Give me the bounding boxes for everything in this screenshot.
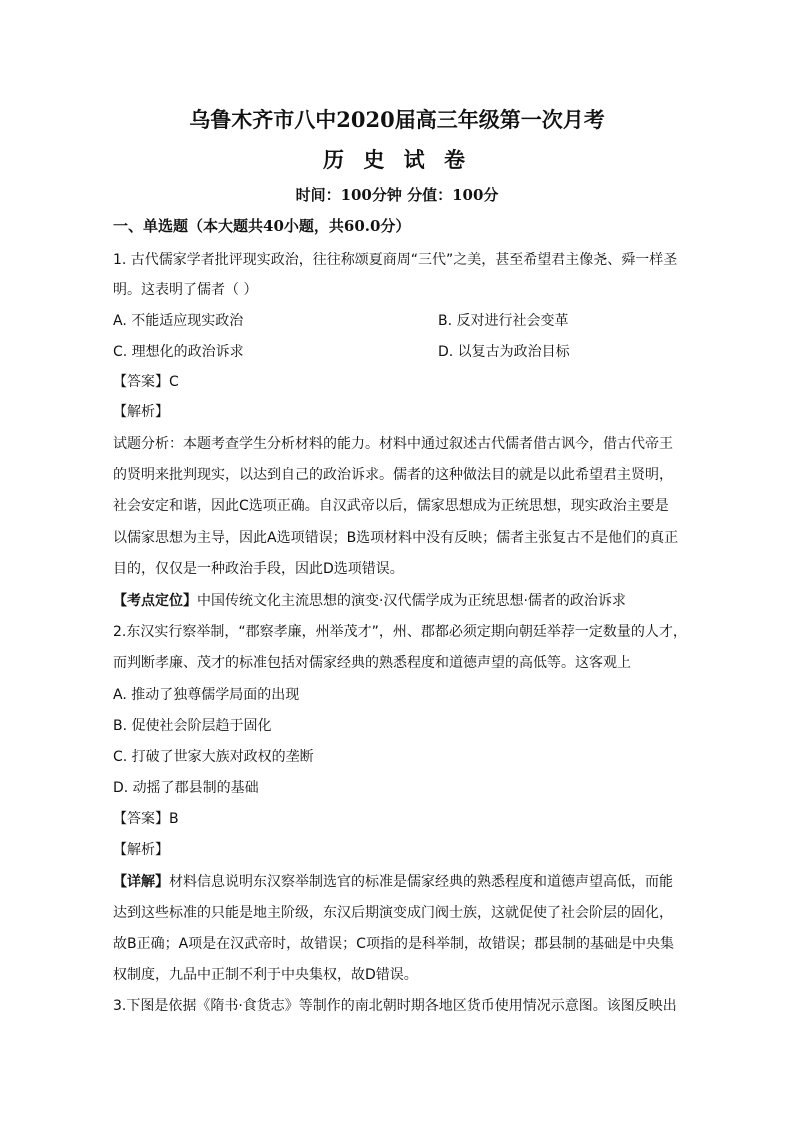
q1-analysis-label: 【解析】 (113, 404, 169, 420)
q2-detail-line3: 故B正确；A项是在汉武帝时，故错误；C项指的是科举制，故错误；郡县制的基础是中央集 (113, 936, 674, 952)
q1-analysis-line3: 社会安定和谐，因此C选项正确。自汉武帝以后，儒家思想成为正统思想，现实政治主要是 (113, 498, 669, 514)
q1-option-c: C. 理想化的政治诉求 (113, 344, 244, 360)
q1-analysis-line5: 目的，仅仅是一种政治手段，因此D选项错误。 (113, 561, 404, 577)
q1-option-b: B. 反对进行社会变革 (438, 313, 569, 329)
q3-stem-line1: 3.下图是依据《隋书·食货志》等制作的南北朝时期各地区货币使用情况示意图。该图反映出 (113, 998, 677, 1014)
q1-answer: 【答案】C (113, 374, 179, 390)
q1-analysis-line1: 试题分析：本题考查学生分析材料的能力。材料中通过叙述古代儒者借古讽今，借古代帝王 (113, 436, 673, 452)
q1-point-label: 【考点定位】 (113, 593, 197, 609)
q1-point-text: 中国传统文化主流思想的演变·汉代儒学成为正统思想·儒者的政治诉求 (197, 593, 626, 609)
q2-detail-text: 材料信息说明东汉察举制选官的标准是儒家经典的熟悉程度和道德声望高低，而能 (169, 874, 673, 890)
q2-answer: 【答案】B (113, 811, 179, 827)
q2-option-a: A. 推动了独尊儒学局面的出现 (113, 687, 300, 703)
q1-option-a: A. 不能适应现实政治 (113, 313, 244, 329)
q2-stem-line1: 2.东汉实行察举制，“郡察孝廉，州举茂才”，州、郡都必须定期向朝廷举荐一定数量的人才， (113, 624, 687, 640)
q2-option-c: C. 打破了世家大族对政权的垄断 (113, 749, 314, 765)
q2-option-b: B. 促使社会阶层趋于固化 (113, 718, 272, 734)
exam-meta: 时间：100分钟 分值：100分 (295, 186, 499, 204)
q1-point (113, 591, 683, 611)
q2-detail-line4: 权制度，九品中正制不利于中央集权，故D错误。 (113, 967, 418, 983)
exam-subject: 历 史 试 卷 (323, 147, 471, 172)
q1-analysis-line4: 以儒家思想为主导，因此A选项错误；B选项材料中没有反映；儒者主张复古不是他们的真正 (113, 530, 679, 546)
q2-detail-line1 (113, 872, 683, 892)
q1-stem-line1: 1. 古代儒家学者批评现实政治，往往称颂夏商周“三代”之美，甚至希望君主像尧、舜一样圣 (113, 252, 678, 268)
q2-stem-line2: 而判断孝廉、茂才的标准包括对儒家经典的熟悉程度和道德声望的高低等。这客观上 (113, 655, 631, 671)
q1-analysis-line2: 的贤明来批判现实，以达到自己的政治诉求。儒者的这种做法目的就是以此希望君主贤明， (113, 467, 673, 483)
q2-analysis-label: 【解析】 (113, 842, 169, 858)
q1-option-d: D. 以复古为政治目标 (438, 344, 570, 360)
q2-detail-line2: 达到这些标准的只能是地主阶级，东汉后期演变成门阀士族，这就促使了社会阶层的固化， (113, 905, 673, 921)
section-heading: 一、单选题（本大题共40小题，共60.0分） (113, 217, 411, 235)
q2-option-d: D. 动摇了郡县制的基础 (113, 780, 259, 796)
q2-detail-label: 【详解】 (113, 874, 169, 890)
exam-title: 乌鲁木齐市八中2020届高三年级第一次月考 (189, 107, 605, 132)
q1-stem-line2: 明。这表明了儒者（ ） (113, 282, 258, 298)
